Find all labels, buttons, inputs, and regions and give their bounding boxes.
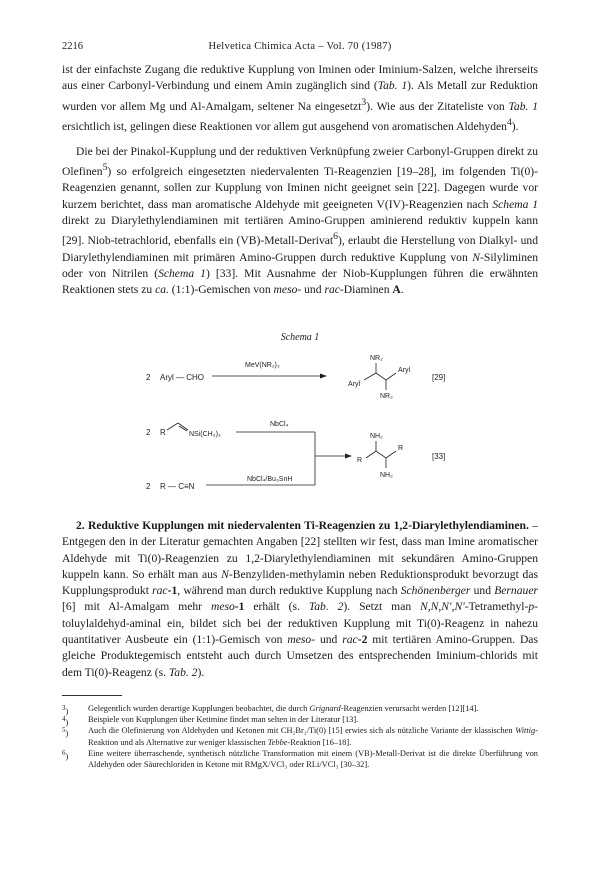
reaction-scheme	[0, 350, 600, 500]
r1-reference: [29]	[432, 373, 446, 382]
r3-coefficient: 2	[146, 482, 151, 491]
page-number: 2216	[62, 41, 83, 52]
r3-reagent: NbCl₄/Bu₃SnH	[247, 476, 293, 483]
footnote-3: $^3$) Gelegentlich wurden derartige Kupplungen beobachtet, die durch Grignard-Reagenzien verursacht werden [12][14].	[62, 704, 479, 716]
r1-aryl-left: Aryl	[348, 381, 361, 388]
r2-nsi: NSi(CH₃)₃	[189, 431, 221, 438]
r1-nr2-bottom: NR₂	[380, 393, 393, 400]
r1-reagent: MeV(NR₂)₃	[245, 362, 280, 369]
r1-coefficient: 2	[146, 373, 151, 382]
section-2-heading: 2. Reduktive Kupplungen mit niedervalenten Ti-Reagenzien zu 1,2-Diarylethylendiaminen.	[76, 519, 529, 532]
p2-nh2-top: NH₂	[370, 433, 383, 440]
r3-reactant: R — C≡N	[160, 482, 195, 491]
r1-reactant: Aryl — CHO	[160, 373, 204, 382]
footnote-rule	[62, 695, 122, 696]
p2-r-left: R	[357, 457, 363, 464]
scheme-title: Schema 1	[280, 332, 320, 343]
r1-aryl-right: Aryl	[398, 367, 411, 374]
r2-coefficient: 2	[146, 428, 151, 437]
section-2: 2. Reduktive Kupplungen mit niedervalenten Ti-Reagenzien zu 1,2-Diarylethylendiaminen. – Entgegen den in der Literatur gemachten Angaben [22] stellten wir fest, dass man Imine aromatischer Aldehyde mit Ti(0)-Reagenzien zu 1,2-Diarylethylendiaminen mit sekundären Amino-Gruppen kuppeln kann. So erhält man aus N-Benzyliden-methylamin neben Reduktionsprodukt bevorzugt das Kupplungsprodukt rac-1, während man durch reduktive Kupplung nach Schönenberger und Bernauer [6] mit Al-Amalgam mehr meso-1 erhält (s. Tab. 2). Setzt man N,N,N′,N′-Tetramethyl-p-toluylaldehyd-aminal ein, bildet sich bei der reduktiven Kupplung mit Ti(0)-Reagenz in nahezu quantitativer Ausbeute ein (1:1)-Gemisch von meso- und rac-2 mit tertiären Amino-Gruppen. Das gleiche Produktegemisch entsteht auch durch Umsetzen des entsprechenden Iminium-chlorids mit dem Ti(0)-Reagenz (s. Tab. 2).	[62, 519, 539, 679]
r1-arrow-head	[320, 374, 327, 379]
r1-nr2-top: NR₂	[370, 355, 383, 362]
r2-reactant: R	[160, 428, 166, 437]
footnote-4: $^4$) Beispiele von Kupplungen über Ketimine findet man selten in der Literatur [13].	[62, 715, 359, 727]
journal-title: Helvetica Chimica Acta – Vol. 70 (1987)	[208, 41, 392, 52]
paragraph-2: Die bei der Pinakol-Kupplung und der reduktiven Verknüpfung zweier Carbonyl-Gruppen direkt zu Olefinen$^5$) so erfolgreich eingesetzten niedervalenten Ti-Reagenzien [19–28], im folgenden Ti(0)-Reagenzien genannt, sollen zur Kupplung von Iminen nicht geeignet sein [22]. Dagegen wurde vor kurzem berichtet, dass man aromatische Aldehyde mit geeigneten V(IV)-Reagenzien nach Schema 1 direkt zu Diarylethylendiaminen mit tertiären Amino-Gruppen aminierend reduktiv kuppeln kann [29]. Niob-tetrachlorid, ebenfalls ein (VB)-Metall-Derivat$^6$), erlaubt die Herstellung von Dialkyl- und Diarylethylendiaminen mit primären Amino-Gruppen durch reduktive Kupplung von N-Silyliminen oder von Nitrilen (Schema 1) [33]. Mit Ausnahme der Niob-Kupplungen führen die erwähnten Reaktionen stets zu ca. (1:1)-Gemischen von meso- und rac-Diaminen A.	[62, 145, 539, 297]
merge-arrow-head	[345, 454, 352, 459]
r2-reagent: NbCl₄	[270, 421, 289, 428]
p2-nh2-bottom: NH₂	[380, 472, 393, 479]
p2-r-right: R	[398, 445, 404, 452]
footnotes	[62, 703, 538, 770]
paragraph-1: ist der einfachste Zugang die reduktive Kupplung von Iminen oder Iminium-Salzen, welche ihrerseits aus einer Carbonyl-Verbindung und einem Amin zugänglich sind (Tab. 1). Als Metall zur Reduktion wurden vor allem Mg und Al-Amalgam, seltener Na eingesetzt$^3$). Wie aus der Zitateliste von Tab. 1 ersichtlich ist, gelingen diese Reaktionen vor allem gut ausgehend von aromatischen Aldehyden$^4$).	[62, 63, 539, 133]
p2-reference: [33]	[432, 452, 446, 461]
footnote-6: $^6$) Eine weitere überraschende, synthetisch nützliche Transformation mit einem (VB)-Metall-Derivat ist die direkte Überführung von Aldehyden oder Säurechloriden in Ketone mit RMgX/VCl₃ oder RLi/VCl₃ [30–32].	[62, 748, 538, 770]
footnote-5: $^5$) Auch die Olefinierung von Aldehyden und Ketonen mit CH₂Br₂/Ti(0) [15] erwies sich als nützliche Variante der klassischen Wittig-Reaktion und als Alternative zur weniger klassischen Tebbe-Reaktion [16–18].	[62, 726, 538, 747]
